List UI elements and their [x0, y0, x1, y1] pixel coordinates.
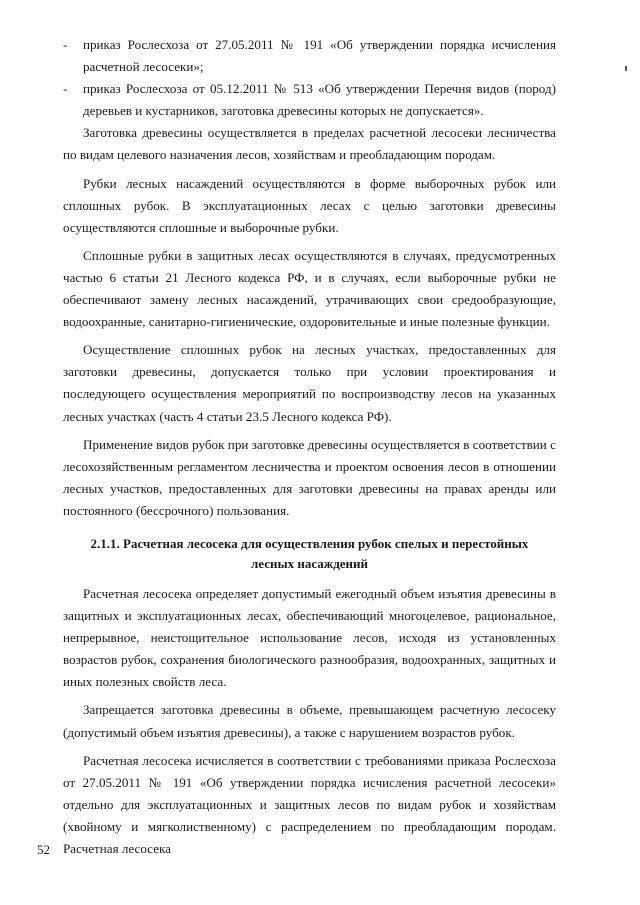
page-body	[63, 34, 556, 860]
bullet-dash: -	[63, 37, 68, 52]
paragraph: Расчетная лесосека определяет допустимый ежегодный объем изъятия древесины в защитных и эксплуатационных лесах, обеспечивающий многоцелевое, рациональное, непрерывное, неистощительное использование лесов, исходя из установленных возрастов рубок, сохранения биологического разнообразия, водоохранных, защитных и иных полезных свойств леса.	[63, 585, 556, 690]
bullet-dash: -	[63, 81, 68, 97]
paragraph: Заготовка древесины осуществляется в пределах расчетной лесосеки лесничества по видам целевого назначения лесов, хозяйствам и преобладающим породам.	[63, 125, 556, 163]
list-item	[63, 78, 556, 122]
paragraph: Применение видов рубок при заготовке древесины осуществляется в соответствии с лесохозяйственным регламентом лесничества и проектом освоения лесов в отношении лесных участков, предоставленных для заготовки древесины на правах аренды или постоянного (бессрочного) пользования.	[63, 436, 556, 518]
paragraph: Расчетная лесосека исчисляется в соответствии с требованиями приказа Рослесхоза от 27.05.2011 № 191 «Об утверждении порядка исчисления расчетной лесосеки» отдельно для эксплуатационных и защитных лесов по видам рубок и хозяйствам (хвойному и мягколиственному) с распределением по преобладающим породам. Расчетная лесосека	[63, 752, 556, 856]
page-number: 52	[37, 842, 50, 857]
paragraph: Запрещается заготовка древесины в объеме, превышающем расчетную лесосеку (допустимый объем изъятия древесины), а также с нарушением возрастов рубок.	[63, 702, 556, 740]
list-item-text: приказ Рослесхоза от 27.05.2011 № 191 «Об утверждении порядка исчисления расчетной лесосеки»;	[83, 37, 556, 75]
list-item	[63, 34, 556, 78]
list-item-text: приказ Рослесхоза от 05.12.2011 № 513 «Об утверждении Перечня видов (пород) деревьев и кустарников, заготовка древесины которых не допускается».	[83, 81, 556, 119]
paragraph: Осуществление сплошных рубок на лесных участках, предоставленных для заготовки древесины, допускается только при условии проектирования и последующего осуществления мероприятий по воспроизводству лесов на указанных лесных участках (часть 4 статьи 23.5 Лесного кодекса РФ).	[63, 342, 556, 424]
section-heading: 2.1.1. Расчетная лесосека для осуществления рубок спелых и перестойных лесных насаждений	[90, 535, 529, 571]
margin-mark	[625, 66, 627, 71]
paragraph: Сплошные рубки в защитных лесах осуществляются в случаях, предусмотренных частью 6 статьи 21 Лесного кодекса РФ, и в случаях, если выборочные рубки не обеспечивают замену лесных насаждений, утрачивающих свои средообразующие, водоохранные, санитарно-гигиенические, оздоровительные и иные полезные функции.	[63, 247, 556, 330]
paragraph: Рубки лесных насаждений осуществляются в форме выборочных рубок или сплошных рубок. В эксплуатационных лесах с целью заготовки древесины осуществляются сплошные и выборочные рубки.	[63, 175, 556, 235]
